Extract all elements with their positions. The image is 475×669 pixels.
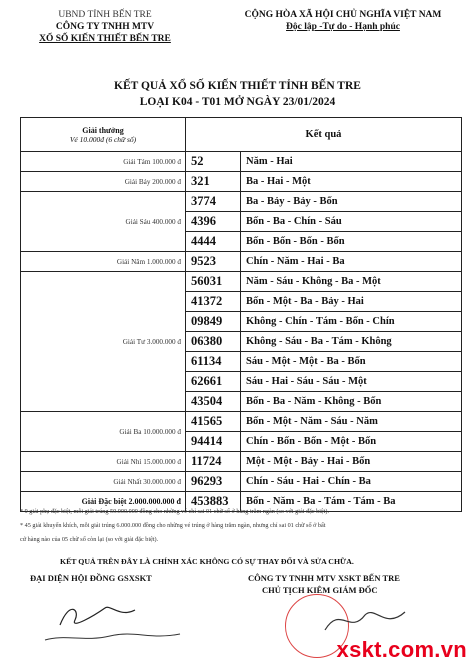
- prize-cell: Giải Nhất 30.000.000 đ: [21, 472, 186, 492]
- note-encouragement: * 45 giải khuyến khích, mỗi giải trúng 6.000.000 đồng cho những vé trúng ở hàng trăm ngàn, nhưng chỉ sai 01 chữ số ở bất: [20, 522, 326, 529]
- number-cell: 62661: [186, 372, 241, 392]
- number-cell: 56031: [186, 272, 241, 292]
- prize-cell: Giải Ba 10.000.000 đ: [21, 412, 186, 452]
- number-words-cell: Năm - Sáu - Không - Ba - Một: [241, 272, 462, 292]
- confirmation-statement: KẾT QUẢ TRÊN ĐÂY LÀ CHÍNH XÁC KHÔNG CÓ SỰ THAY ĐỔI VÀ SỬA CHỮA.: [60, 557, 354, 566]
- number-words-cell: Năm - Hai: [241, 152, 462, 172]
- number-cell: 96293: [186, 472, 241, 492]
- note-encouragement-cont: cứ hàng nào của 05 chữ số còn lại (so với giải đặc biệt).: [20, 536, 159, 543]
- director-title: CHỦ TỊCH KIÊM GIÁM ĐỐC: [262, 585, 378, 595]
- number-cell: 321: [186, 172, 241, 192]
- number-words-cell: Bốn - Năm - Ba - Tám - Tám - Ba: [241, 492, 462, 512]
- prize-column-header: [21, 118, 186, 152]
- number-cell: 94414: [186, 432, 241, 452]
- prize-cell: Giải Nhì 15.000.000 đ: [21, 452, 186, 472]
- number-cell: 43504: [186, 392, 241, 412]
- national-title: CỘNG HÒA XÃ HỘI CHỦ NGHĨA VIỆT NAM: [244, 10, 442, 20]
- number-cell: 9523: [186, 252, 241, 272]
- table-row: [21, 272, 462, 292]
- number-cell: 41565: [186, 412, 241, 432]
- prize-header-label: Giải thưởng: [82, 125, 124, 135]
- table-row: [21, 452, 462, 472]
- results-table: [20, 117, 462, 512]
- agency-name: UBND TỈNH BẾN TRE: [58, 10, 152, 20]
- table-row: [21, 172, 462, 192]
- national-motto: Độc lập -Tự do - Hạnh phúc: [286, 22, 400, 32]
- number-words-cell: Bốn - Bốn - Bốn - Bốn: [241, 232, 462, 252]
- supervisor-title: ĐẠI DIỆN HỘI ĐỒNG GSXSKT: [30, 573, 152, 583]
- number-words-cell: Bốn - Ba - Năm - Không - Bốn: [241, 392, 462, 412]
- table-row: [21, 472, 462, 492]
- ticket-price-label: Vé 10.000đ (6 chữ số): [69, 134, 137, 144]
- table-row: [21, 252, 462, 272]
- director-signature: [320, 600, 410, 640]
- prize-cell: Giải Đặc biệt 2.000.000.000 đ: [21, 492, 186, 512]
- number-words-cell: Một - Một - Bảy - Hai - Bốn: [241, 452, 462, 472]
- prize-cell: Giải Tư 3.000.000 đ: [21, 272, 186, 412]
- number-cell: 3774: [186, 192, 241, 212]
- number-cell: 06380: [186, 332, 241, 352]
- company-sign-title: CÔNG TY TNHH MTV XSKT BẾN TRE: [248, 573, 400, 583]
- number-cell: 11724: [186, 452, 241, 472]
- table-row: [21, 192, 462, 212]
- document-subtitle: LOẠI K04 - T01 MỞ NGÀY 23/01/2024: [139, 96, 336, 108]
- table-row: [21, 412, 462, 432]
- document-title: KẾT QUẢ XỔ SỐ KIẾN THIẾT TỈNH BẾN TRE: [114, 80, 361, 92]
- number-words-cell: Bốn - Một - Năm - Sáu - Năm: [241, 412, 462, 432]
- table-row: [21, 152, 462, 172]
- company-name: XỔ SỐ KIẾN THIẾT BẾN TRE: [39, 34, 171, 44]
- number-cell: 453883: [186, 492, 241, 512]
- number-cell: 41372: [186, 292, 241, 312]
- number-words-cell: Chín - Bốn - Bốn - Một - Bốn: [241, 432, 462, 452]
- number-cell: 4396: [186, 212, 241, 232]
- number-cell: 52: [186, 152, 241, 172]
- company-type: CÔNG TY TNHH MTV: [55, 22, 155, 32]
- number-words-cell: Ba - Hai - Một: [241, 172, 462, 192]
- watermark-logo: xskt.com.vn: [336, 637, 467, 662]
- prize-cell: Giải Sáu 400.000 đ: [21, 192, 186, 252]
- number-words-cell: Sáu - Hai - Sáu - Sáu - Một: [241, 372, 462, 392]
- number-words-cell: Bốn - Ba - Chín - Sáu: [241, 212, 462, 232]
- number-words-cell: Chín - Sáu - Hai - Chín - Ba: [241, 472, 462, 492]
- number-words-cell: Bốn - Một - Ba - Bảy - Hai: [241, 292, 462, 312]
- note-special-consolation: * 9 giải phụ đặc biệt, mỗi giải trúng 50.000.000 đồng cho những vé chỉ sai 01 chữ số ở hàng trăm ngàn (so với giải đặc biệt).: [20, 508, 329, 515]
- prize-cell: Giải Tám 100.000 đ: [21, 152, 186, 172]
- table-header-row: [21, 118, 462, 152]
- number-words-cell: Ba - Bảy - Bảy - Bốn: [241, 192, 462, 212]
- number-cell: 4444: [186, 232, 241, 252]
- header-right: [218, 9, 468, 33]
- header-left: [30, 9, 180, 45]
- number-words-cell: Không - Sáu - Ba - Tám - Không: [241, 332, 462, 352]
- prize-cell: Giải Năm 1.000.000 đ: [21, 252, 186, 272]
- prize-cell: Giải Bảy 200.000 đ: [21, 172, 186, 192]
- number-cell: 61134: [186, 352, 241, 372]
- result-column-header: Kết quả: [186, 118, 462, 152]
- number-words-cell: Chín - Năm - Hai - Ba: [241, 252, 462, 272]
- number-words-cell: Sáu - Một - Một - Ba - Bốn: [241, 352, 462, 372]
- supervisor-signature: [40, 590, 190, 650]
- number-words-cell: Không - Chín - Tám - Bốn - Chín: [241, 312, 462, 332]
- number-cell: 09849: [186, 312, 241, 332]
